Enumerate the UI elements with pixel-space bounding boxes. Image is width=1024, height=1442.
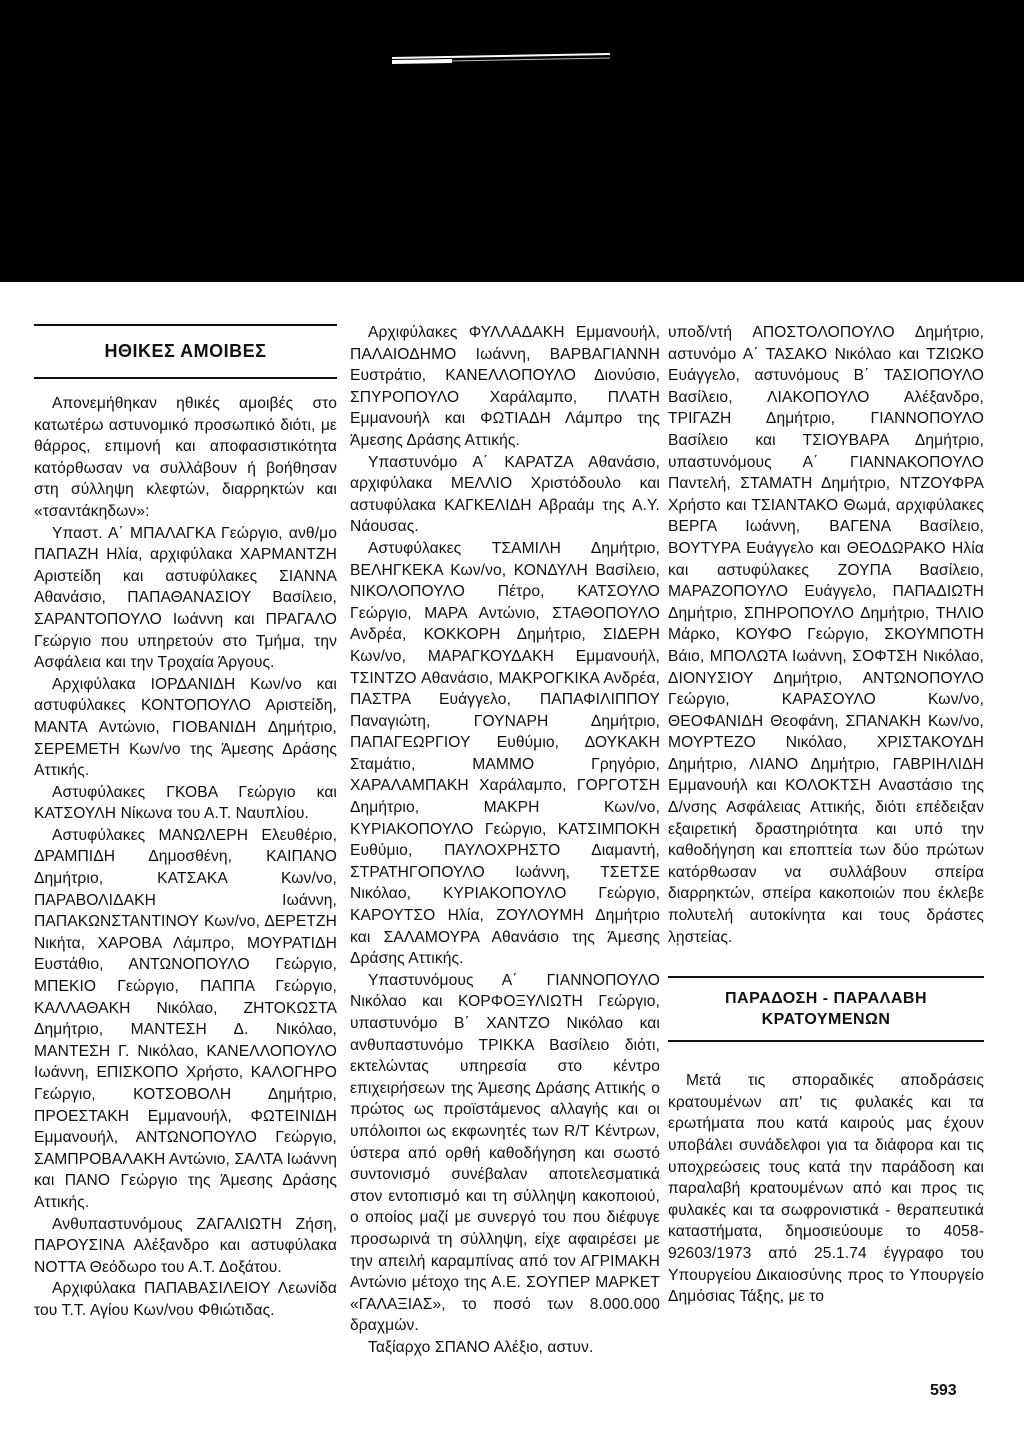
section-heading-line-2: ΚΡΑΤΟΥΜΕΝΩΝ bbox=[761, 1011, 891, 1029]
paragraph: Ανθυπαστυνόμους ΖΑΓΑΛΙΩΤΗ Ζήση, ΠΑΡΟΥΣΙΝΑ Αλέξανδρο και αστυφύλακα ΝΟΤΤΑ Θεόδωρο του Α.Τ. Δοξάτου. bbox=[34, 1215, 337, 1276]
rule-bottom bbox=[34, 377, 337, 379]
page-number: 593 bbox=[930, 1382, 957, 1399]
paragraph: Μετά τις σποραδικές αποδράσεις κρατουμένων απ' τις φυλακές και τα ερωτήματα που κατά καιρούς μας έχουν υποβάλει συνάδελφοι για τα διάφορα και τις υποχρεώσεις τους κατά την παράδοση και παραλαβή κρατουμένων από και προς τις φυλακές και τα σωφρονιστικά - θεραπευτικά καταστήματα, δημοσιεύουμε το 4058-92603/1973 από 25.1.74 έγγραφο του Υπουργείου Δικαιοσύνης προς το Υπουργείο Δημόσιας Τάξης, με το bbox=[668, 1072, 984, 1306]
paragraph: Αρχιφύλακες ΦΥΛΛΑΔΑΚΗ Εμμανουήλ, ΠΑΛΑΙΟΔΗΜΟ Ιωάννη, ΒΑΡΒΑΓΙΑΝΝΗ Ευστράτιο, ΚΑΝΕΛΛΟΠΟΥΛΟ Διονύσιο, ΣΠΥΡΟΠΟΥΛΟ Χαράλαμπο, ΠΛΑΤΗ Εμμανουήλ και ΦΩΤΙΑΔΗ Λάμπρο της Άμεσης Δράσης Αττικής. bbox=[350, 324, 660, 449]
paragraph: Αρχιφύλακα ΙΟΡΔΑΝΙΔΗ Κων/νο και αστυφύλακες ΚΟΝΤΟΠΟΥΛΟ Αριστείδη, ΜΑΝΤΑ Αντώνιο, ΓΙΟΒΑΝΙΔΗ Δημήτριο, ΣΕΡΕΜΕΤΗ Κων/νο της Άμεσης Δράσης Αττικής. bbox=[34, 675, 337, 780]
rule-top bbox=[34, 324, 337, 326]
paragraph: Αρχιφύλακα ΠΑΠΑΒΑΣΙΛΕΙΟΥ Λεωνίδα του Τ.Τ. Αγίου Κων/νου Φθιώτιδας. bbox=[34, 1280, 337, 1319]
paragraph: υποδ/ντή ΑΠΟΣΤΟΛΟΠΟΥΛΟ Δημήτριο, αστυνόμο Α΄ ΤΑΣΑΚΟ Νικόλαο και ΤΖΙΩΚΟ Ευάγγελο, αστυνόμους Β΄ ΤΑΣΙΟΠΟΥΛΟ Βασίλειο, ΛΙΑΚΟΠΟΥΛΟ Αλέξανδρο, ΤΡΙΓΑΖΗ Δημήτριο, ΓΙΑΝΝΟΠΟΥΛΟ Βασίλειο και ΤΣΙΟΥΒΑΡΑ Δημήτριο, υπαστυνόμους Α΄ ΓΙΑΝΝΑΚΟΠΟΥΛΟ Παντελή, ΣΤΑΜΑΤΗ Δημήτριο, ΝΤΖΟΥΦΡΑ Χρήστο και ΤΣΙΑΝΤΑΚΟ Θωμά, αρχιφύλακες ΒΕΡΓΑ Ιωάννη, ΒΑΓΕΝΑ Βασίλειο, ΒΟΥΤΥΡΑ Ευάγγελο και ΘΕΟΔΩΡΑΚΟ Ηλία και αστυφύλακες ΖΟΥΠΑ Βασίλειο, ΜΑΡΑΖΟΠΟΥΛΟ Ευάγγελο, ΠΑΠΑΔΙΩΤΗ Δημήτριο, ΣΠΗΡΟΠΟΥΛΟ Δημήτριο, ΤΗΛΙΟ Μάρκο, ΚΟΥΦΟ Γεώργιο, ΣΚΟΥΜΠΟΤΗ Βάιο, ΜΠΟΛΩΤΑ Ιωάννη, ΣΟΦΤΣΗ Νικόλαο, ΔΙΟΝΥΣΙΟΥ Δημήτριο, ΑΝΤΩΝΟΠΟΥΛΟ Γεώργιο, ΚΑΡΑΣΟΥΛΟ Κων/νο, ΘΕΟΦΑΝΙΔΗ Θεοφάνη, ΣΠΑΝΑΚΗ Κων/νο, ΜΟΥΡΤΕΖΟ Νικόλαο, ΧΡΙΣΤΑΚΟΥΔΗ Δημήτριο, ΛΙΑΝΟ Δημήτριο, ΓΑΒΡΙΗΛΙΔΗ Εμμανουήλ και ΚΟΛΟΚΤΣΗ Αναστάσιο της Δ/νσης Ασφάλειας Αττικής, διότι επέδειξαν εξαιρετική δραστηριότητα και υπό την καθοδήγηση και εποπτεία των δύο πρώτων κατόρθωσαν να συλλάβουν σπείρα διαρρηκτών, σπείρα κακοποιών που έκλεβε πολυτελή αυτοκίνητα και τους δράστες λῃστείας. bbox=[668, 324, 984, 946]
paragraph: Αστυφύλακες ΜΑΝΩΛΕΡΗ Ελευθέριο, ΔΡΑΜΠΙΔΗ Δημοσθένη, ΚΑΙΠΑΝΟ Δημήτριο, ΚΑΤΣΑΚΑ Κων/νο, ΠΑΡΑΒΟΛΙΔΑΚΗ Ιωάννη, ΠΑΠΑΚΩΝΣΤΑΝΤΙΝΟΥ Κων/νο, ΔΕΡΕΤΖΗ Νικήτα, ΧΑΡΟΒΑ Λάμπρο, ΜΟΥΡΑΤΙΔΗ Ευστάθιο, ΑΝΤΩΝΟΠΟΥΛΟ Γεώργιο, ΜΠΕΚΙΟ Γεώργιο, ΠΑΠΠΑ Γεώργιο, ΚΑΛΛΑΘΑΚΗ Νικόλαο, ΖΗΤΟΚΩΣΤΑ Δημήτριο, ΜΑΝΤΕΣΗ Δ. Νικόλαο, ΜΑΝΤΕΣΗ Γ. Νικόλαο, ΚΑΝΕΛΛΟΠΟΥΛΟ Ιωάννη, ΕΠΙΣΚΟΠΟ Χρήστο, ΚΑΛΟΓΗΡΟ Γεώργιο, ΚΟΤΣΟΒΟΛΗ Δημήτριο, ΠΡΟΕΣΤΑΚΗ Εμμανουήλ, ΦΩΤΕΙΝΙΔΗ Εμμανουήλ, ΑΝΤΩΝΟΠΟΥΛΟ Γεώργιο, ΣΑΜΠΡΟΒΑΛΑΚΗ Αντώνιο, ΣΑΛΤΑ Ιωάννη και ΠΑΝΟ Γεώργιο της Άμεσης Δράσης Αττικής. bbox=[34, 826, 337, 1211]
section-heading: ΗΘΙΚΕΣ ΑΜΟΙΒΕΣ bbox=[104, 341, 267, 361]
paragraph: Αστυφύλακες ΓΚΟΒΑ Γεώργιο και ΚΑΤΣΟΥΛΗ Νίκωνα του Α.Τ. Ναυπλίου. bbox=[34, 783, 337, 823]
rule-top bbox=[668, 976, 984, 978]
paragraph: Ταξίαρχο ΣΠΑΝΟ Αλέξιο, αστυν. bbox=[368, 1338, 594, 1356]
paragraph: Υπαστυνόμο Α΄ ΚΑΡΑΤΖΑ Αθανάσιο, αρχιφύλακα ΜΕΛΛΙΟ Χριστόδουλο και αστυφύλακα ΚΑΓΚΕΛΙΔΗ Αβραάμ της Α.Υ. Νάουσας. bbox=[350, 453, 660, 536]
paragraph: Υπαστ. Α΄ ΜΠΑΛΑΓΚΑ Γεώργιο, ανθ/μο ΠΑΠΑΖΗ Ηλία, αρχιφύλακα ΧΑΡΜΑΝΤΖΗ Αριστείδη και αστυφύλακες ΣΙΑΝΝΑ Αθανάσιο, ΠΑΠΑΘΑΝΑΣΙΟΥ Βασίλειο, ΣΑΡΑΝΤΟΠΟΥΛΟ Ιωάννη και ΠΡΑΓΑΛΟ Γεώργιο που υπηρετούν στο Τμήμα, την Ασφάλεια και την Τροχαία Άργους. bbox=[34, 524, 337, 672]
column-2 bbox=[350, 322, 660, 1359]
rule-bottom bbox=[668, 1040, 984, 1042]
paragraph: Υπαστυνόμους Α΄ ΓΙΑΝΝΟΠΟΥΛΟ Νικόλαο και ΚΟΡΦΟΞΥΛΙΩΤΗ Γεώργιο, υπαστυνόμο Β΄ ΧΑΝΤΖΟ Νικόλαο και ανθυπαστυνόμο ΤΡΙΚΚΑ Βασίλειο διότι, εκτελώντας υπηρεσία στο κέντρο επιχειρήσεων της Άμεσης Δράσης Αττικής ο πρώτος ως προϊστάμενος αλλαγής και οι υπόλοιποι ως εκφωνητές των R/T Κέντρων, ύστερα από ορθή καθοδήγηση και σωστό συντονισμό συνέβαλαν αποτελεσματικά στον εντοπισμό και τη σύλληψη κακοποιού, ο οποίος μαζί με συνεργό του που διέφυγε προσωρινά τη σύλληψη, είχε αφαιρέσει με την απειλή καραμπίνας από τον ΑΓΡΙΜΑΚΗ Αντώνιο μέτοχο της Α.Ε. ΣΟΥΠΕΡ ΜΑΡΚΕΤ «ΓΑΛΑΞΙΑΣ», το ποσό των 8.000.000 δραχμών. bbox=[350, 971, 660, 1335]
column-3 bbox=[668, 322, 984, 1308]
section-heading-line-1: ΠΑΡΑΔΟΣΗ - ΠΑΡΑΛΑΒΗ bbox=[724, 990, 928, 1008]
column-1 bbox=[34, 322, 337, 1322]
photo-top bbox=[0, 0, 1024, 282]
paragraph: Απονεμήθηκαν ηθικές αμοιβές στο κατωτέρω αστυνομικό προσωπικό διότι, με θάρρος, επιμονή και αποφασιστικότητα κατόρθωσαν να συλλάβουν ή βοήθησαν στη σύλληψη κλεφτών, διαρρηκτών και «τσαντάκηδων»: bbox=[34, 395, 337, 520]
photo-light-streak bbox=[392, 52, 610, 70]
paragraph: Αστυφύλακες ΤΣΑΜΙΛΗ Δημήτριο, ΒΕΛΗΓΚΕΚΑ Κων/νο, ΚΟΝΔΥΛΗ Βασίλειο, ΝΙΚΟΛΟΠΟΥΛΟ Πέτρο, ΚΑΤΣΟΥΛΟ Γεώργιο, ΜΑΡΑ Αντώνιο, ΣΤΑΘΟΠΟΥΛΟ Ανδρέα, ΚΟΚΚΟΡΗ Δημήτριο, ΣΙΔΕΡΗ Κων/νο, ΜΑΡΑΓΚΟΥΔΑΚΗ Εμμανουήλ, ΤΣΙΝΤΖΟ Αθανάσιο, ΜΑΚΡΟΓΚΙΚΑ Ανδρέα, ΠΑΣΤΡΑ Ευάγγελο, ΠΑΠΑΦΙΛΙΠΠΟΥ Παναγιώτη, ΓΟΥΝΑΡΗ Δημήτριο, ΠΑΠΑΓΕΩΡΓΙΟΥ Ευθύμιο, ΔΟΥΚΑΚΗ Σταμάτιο, ΜΑΜΜΟ Γρηγόριο, ΧΑΡΑΛΑΜΠΑΚΗ Χαράλαμπο, ΓΟΡΓΟΤΣΗ Δημήτριο, ΜΑΚΡΗ Κων/νο, ΚΥΡΙΑΚΟΠΟΥΛΟ Γεώργιο, ΚΑΤΣΙΜΠΟΚΗ Ευθύμιο, ΠΑΥΛΟΧΡΗΣΤΟ Διαμαντή, ΣΤΡΑΤΗΓΟΠΟΥΛΟ Ιωάννη, ΤΣΕΤΣΕ Νικόλαο, ΚΥΡΙΑΚΟΠΟΥΛΟ Γεώργιο, ΚΑΡΟΥΤΣΟ Ηλία, ΖΟΥΛΟΥΜΗ Δημήτριο και ΣΑΛΑΜΟΥΡΑ Αθανάσιο της Άμεσης Δράσης Αττικής. bbox=[350, 539, 660, 968]
